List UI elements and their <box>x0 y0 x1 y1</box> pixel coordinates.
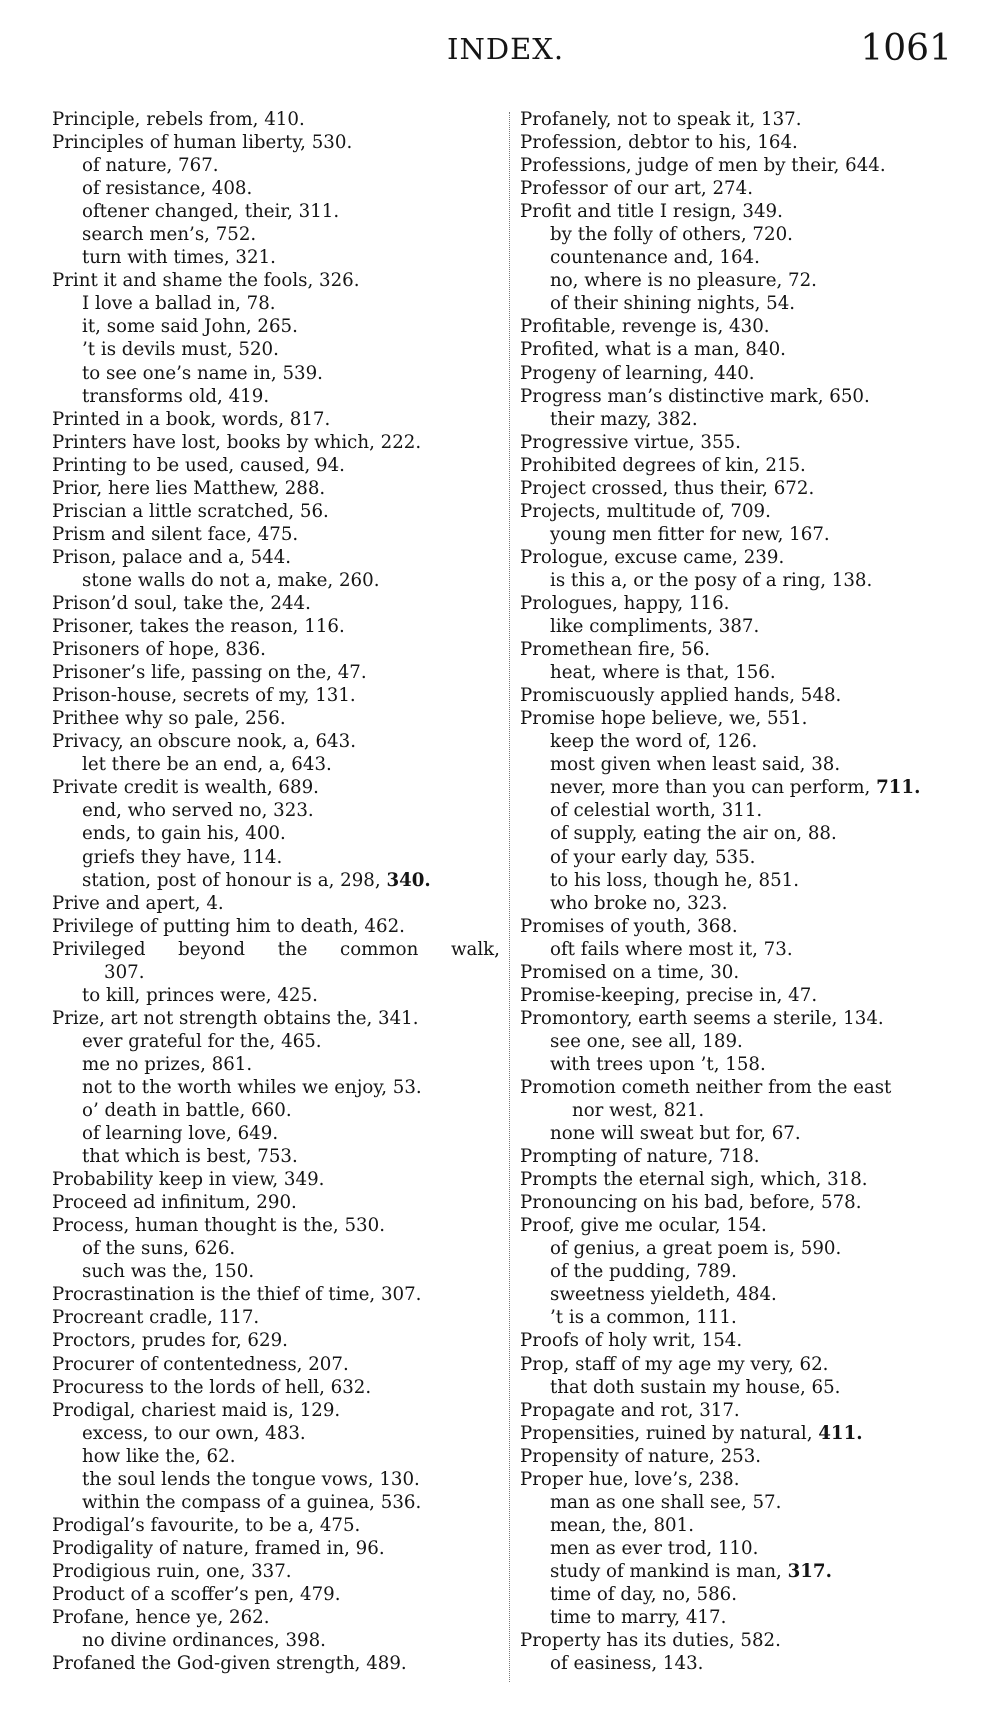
entry-text: Promises of youth, 368. <box>520 915 738 937</box>
entry-text: see one, see all, 189. <box>550 1030 743 1052</box>
index-subentry <box>52 846 500 869</box>
bold-page-reference: 411. <box>818 1422 863 1444</box>
index-subentry <box>520 615 960 638</box>
entry-text: Privacy, an obscure nook, a, 643. <box>52 731 356 753</box>
entry-text: Prison, palace and a, 544. <box>52 546 292 568</box>
index-subentry <box>520 1053 960 1076</box>
entry-text: that doth sustain my house, 65. <box>550 1376 841 1398</box>
index-entry <box>520 546 960 569</box>
entry-text: ’t is devils must, 520. <box>82 339 279 361</box>
entry-text: mean, the, 801. <box>550 1514 694 1536</box>
index-subentry <box>52 200 500 223</box>
index-subentry <box>52 315 500 338</box>
entry-text: their mazy, 382. <box>550 408 698 430</box>
entry-text: search men’s, 752. <box>82 224 257 246</box>
index-entry <box>520 1214 960 1237</box>
column-divider <box>509 112 510 1682</box>
index-subentry <box>520 523 960 546</box>
entry-text: Prism and silent face, 475. <box>52 523 299 545</box>
entry-text: that which is best, 753. <box>82 1146 298 1168</box>
entry-text: of your early day, 535. <box>550 846 756 868</box>
index-entry <box>520 1329 960 1352</box>
entry-text: such was the, 150. <box>82 1261 255 1283</box>
index-entry <box>52 592 500 615</box>
entry-text: Promise hope believe, we, 551. <box>520 708 808 730</box>
index-subentry <box>520 938 960 961</box>
entry-text: Print it and shame the fools, 326. <box>52 270 360 292</box>
entry-text: Prompting of nature, 718. <box>520 1146 760 1168</box>
entry-text: not to the worth whiles we enjoy, 53. <box>82 1076 422 1098</box>
entry-text: Probability keep in view, 349. <box>52 1169 325 1191</box>
index-entry <box>52 1606 500 1629</box>
entry-text: Profit and title I resign, 349. <box>520 201 783 223</box>
entry-text: Profession, debtor to his, 164. <box>520 132 798 154</box>
index-entry <box>52 1283 500 1306</box>
entry-text: Property has its duties, 582. <box>520 1630 781 1652</box>
index-entry <box>52 615 500 638</box>
index-subentry <box>520 1376 960 1399</box>
index-entry <box>52 1007 500 1030</box>
entry-text: ’t is a common, 111. <box>550 1307 737 1329</box>
entry-text: to kill, princes were, 425. <box>82 984 318 1006</box>
entry-text: Procuress to the lords of hell, 632. <box>52 1376 372 1398</box>
entry-text: Progeny of learning, 440. <box>520 362 755 384</box>
entry-text: Prodigious ruin, one, 337. <box>52 1560 292 1582</box>
entry-text: of easiness, 143. <box>550 1653 704 1675</box>
entry-text: countenance and, 164. <box>550 247 760 269</box>
index-entry <box>52 1329 500 1352</box>
entry-text: young men fitter for new, 167. <box>550 523 830 545</box>
index-subentry <box>52 362 500 385</box>
index-subentry <box>52 1260 500 1283</box>
index-entry <box>520 1445 960 1468</box>
entry-text: of the pudding, 789. <box>550 1261 737 1283</box>
index-entry <box>520 338 960 361</box>
index-entry <box>52 915 500 938</box>
index-subentry <box>52 1145 500 1168</box>
index-entry <box>52 546 500 569</box>
entry-text: end, who served no, 323. <box>82 800 314 822</box>
index-subentry <box>52 799 500 822</box>
running-title: INDEX. <box>447 32 565 66</box>
entry-text: Prodigality of nature, framed in, 96. <box>52 1537 385 1559</box>
index-entry <box>520 1145 960 1168</box>
index-entry <box>520 500 960 523</box>
entry-text: let there be an end, a, 643. <box>82 754 332 776</box>
index-entry <box>52 638 500 661</box>
entry-text: Propensities, ruined by natural, <box>520 1422 813 1444</box>
index-subentry <box>52 385 500 408</box>
entry-text: Profaned the God-given strength, 489. <box>52 1653 407 1675</box>
index-entry <box>520 362 960 385</box>
entry-text: study of mankind is man, <box>550 1560 782 1582</box>
entry-text: Prisoner’s life, passing on the, 47. <box>52 662 367 684</box>
index-entry <box>520 1399 960 1422</box>
bold-page-reference: 317. <box>787 1560 832 1582</box>
entry-text: time of day, no, 586. <box>550 1584 738 1605</box>
entry-text: Principle, rebels from, 410. <box>52 109 305 130</box>
entry-text: Promotion cometh neither from the east <box>520 1076 892 1098</box>
entry-text: Prison’d soul, take the, 244. <box>52 592 311 614</box>
index-entry <box>520 707 960 730</box>
index-subentry <box>520 846 960 869</box>
page-header <box>0 28 1000 78</box>
entry-text: it, some said John, 265. <box>82 316 298 338</box>
index-entry <box>52 1537 500 1560</box>
index-entry <box>52 108 500 131</box>
index-entry <box>52 1514 500 1537</box>
index-entry <box>520 1353 960 1376</box>
index-entry <box>52 500 500 523</box>
index-entry <box>52 431 500 454</box>
entry-text: Printers have lost, books by which, 222. <box>52 431 422 453</box>
index-subentry <box>520 1583 960 1606</box>
index-entry <box>520 177 960 200</box>
index-entry <box>52 1191 500 1214</box>
index-entry <box>520 592 960 615</box>
entry-text: how like the, 62. <box>82 1445 236 1467</box>
entry-text: time to marry, 417. <box>550 1607 727 1629</box>
bold-page-reference: 711. <box>876 777 921 799</box>
entry-text: 307. <box>104 961 145 983</box>
entry-text: Prize, art not strength obtains the, 341. <box>52 1007 419 1029</box>
index-subentry <box>520 1560 960 1583</box>
index-entry <box>520 1076 960 1099</box>
entry-text: Promise-keeping, precise in, 47. <box>520 984 818 1006</box>
entry-text: Prior, here lies Matthew, 288. <box>52 477 326 499</box>
index-entry: Privileged beyond the common walk, <box>52 938 500 960</box>
entry-text: Projects, multitude of, 709. <box>520 500 771 522</box>
entry-text: to see one’s name in, 539. <box>82 362 323 384</box>
index-entry <box>52 1306 500 1329</box>
index-subentry <box>52 1122 500 1145</box>
entry-text: no, where is no pleasure, 72. <box>550 270 817 292</box>
entry-text: of genius, a great poem is, 590. <box>550 1238 842 1260</box>
entry-text: never, more than you can perform, <box>550 777 871 799</box>
entry-text: of their shining nights, 54. <box>550 293 796 315</box>
page-number: 1061 <box>860 28 952 69</box>
index-subentry <box>52 292 500 315</box>
entry-text: Prologue, excuse came, 239. <box>520 546 785 568</box>
entry-text: Private credit is wealth, 689. <box>52 777 319 799</box>
index-subentry <box>520 753 960 776</box>
index-subentry <box>520 569 960 592</box>
entry-text: by the folly of others, 720. <box>550 224 793 246</box>
index-entry <box>520 915 960 938</box>
entry-text: Profitable, revenge is, 430. <box>520 316 770 338</box>
entry-text: Prohibited degrees of kin, 215. <box>520 454 806 476</box>
index-subentry <box>520 892 960 915</box>
entry-text: sweetness yieldeth, 484. <box>550 1284 777 1306</box>
entry-text: of supply, eating the air on, 88. <box>550 823 837 845</box>
index-entry <box>52 776 500 799</box>
entry-text: Proceed ad infinitum, 290. <box>52 1192 297 1214</box>
entry-text: Prisoners of hope, 836. <box>52 639 266 661</box>
entry-text: Promised on a time, 30. <box>520 961 740 983</box>
entry-text: ever grateful for the, 465. <box>82 1030 322 1052</box>
index-subentry <box>520 223 960 246</box>
index-subentry <box>520 1537 960 1560</box>
index-subentry <box>520 1306 960 1329</box>
index-entry <box>520 1191 960 1214</box>
entry-text: Proof, give me ocular, 154. <box>520 1215 767 1237</box>
entry-text: of nature, 767. <box>82 155 219 177</box>
entry-text: Profanely, not to speak it, 137. <box>520 109 802 130</box>
index-entry <box>52 523 500 546</box>
entry-text: turn with times, 321. <box>82 247 276 269</box>
index-subentry <box>52 177 500 200</box>
index-subentry <box>52 569 500 592</box>
index-entry <box>520 477 960 500</box>
index-subentry <box>520 1652 960 1675</box>
entry-text: Professor of our art, 274. <box>520 178 753 200</box>
entry-text: of the suns, 626. <box>82 1238 236 1260</box>
entry-text: Progress man’s distinctive mark, 650. <box>520 385 870 407</box>
index-subentry <box>520 1514 960 1537</box>
index-subentry <box>520 292 960 315</box>
entry-text: Prologues, happy, 116. <box>520 592 730 614</box>
entry-text: I love a ballad in, 78. <box>82 293 276 315</box>
entry-text: Pronouncing on his bad, before, 578. <box>520 1192 862 1214</box>
index-entry <box>520 1422 960 1445</box>
index-entry <box>52 269 500 292</box>
entry-text: Prompts the eternal sigh, which, 318. <box>520 1169 868 1191</box>
index-entry <box>52 1214 500 1237</box>
entry-text: Procurer of contentedness, 207. <box>52 1353 349 1375</box>
entry-text: Procrastination is the thief of time, 307. <box>52 1284 422 1306</box>
entry-text: of celestial worth, 311. <box>550 800 763 822</box>
index-subentry <box>52 984 500 1007</box>
index-subentry <box>520 1260 960 1283</box>
index-entry <box>52 707 500 730</box>
index-subentry <box>52 1491 500 1514</box>
index-subentry <box>520 661 960 684</box>
entry-text: Proper hue, love’s, 238. <box>520 1468 740 1490</box>
index-entry <box>520 1168 960 1191</box>
index-subentry <box>52 1422 500 1445</box>
index-subentry <box>520 408 960 431</box>
index-entry <box>520 1007 960 1030</box>
index-entry <box>52 408 500 431</box>
entry-text: griefs they have, 114. <box>82 846 283 868</box>
entry-text: men as ever trod, 110. <box>550 1537 759 1559</box>
index-subentry <box>520 799 960 822</box>
entry-text: oftener changed, their, 311. <box>82 201 340 223</box>
index-subentry <box>52 1468 500 1491</box>
index-subentry <box>520 269 960 292</box>
entry-text: transforms old, 419. <box>82 385 270 407</box>
index-entry <box>520 1468 960 1491</box>
index-entry <box>520 385 960 408</box>
index-subentry <box>52 246 500 269</box>
entry-text: of resistance, 408. <box>82 178 253 200</box>
entry-text: is this a, or the posy of a ring, 138. <box>550 569 873 591</box>
entry-text: Professions, judge of men by their, 644. <box>520 155 886 177</box>
entry-text: Promethean fire, 56. <box>520 639 711 661</box>
index-subentry <box>52 1099 500 1122</box>
index-entry <box>52 661 500 684</box>
entry-text: Proofs of holy writ, 154. <box>520 1330 743 1352</box>
index-subentry <box>52 154 500 177</box>
index-subentry <box>520 730 960 753</box>
index-subentry <box>52 1076 500 1099</box>
entry-text: Prithee why so pale, 256. <box>52 708 286 730</box>
index-entry <box>52 477 500 500</box>
index-entry <box>520 431 960 454</box>
index-entry <box>52 1560 500 1583</box>
index-subentry <box>52 1030 500 1053</box>
entry-text: Promontory, earth seems a sterile, 134. <box>520 1007 884 1029</box>
index-subentry <box>52 1237 500 1260</box>
entry-text: oft fails where most it, 73. <box>550 938 793 960</box>
index-subentry <box>52 338 500 361</box>
entry-text: Privilege of putting him to death, 462. <box>52 915 405 937</box>
index-entry <box>52 454 500 477</box>
entry-text: Propagate and rot, 317. <box>520 1399 740 1421</box>
entry-text: within the compass of a guinea, 536. <box>82 1491 422 1513</box>
entry-text: Prop, staff of my age my very, 62. <box>520 1353 829 1375</box>
entry-text: Profane, hence ye, 262. <box>52 1607 270 1629</box>
index-subentry <box>520 776 960 799</box>
entry-text: Principles of human liberty, 530. <box>52 132 353 154</box>
index-subentry <box>520 1099 960 1122</box>
index-entry <box>520 154 960 177</box>
entry-text: Priscian a little scratched, 56. <box>52 500 329 522</box>
index-entry <box>520 638 960 661</box>
index-entry <box>52 892 500 915</box>
entry-text: with trees upon ’t, 158. <box>550 1053 766 1075</box>
index-subentry <box>52 1629 500 1652</box>
entry-text: Prisoner, takes the reason, 116. <box>52 616 345 638</box>
index-subentry <box>520 869 960 892</box>
index-subentry <box>52 1053 500 1076</box>
index-entry <box>52 1353 500 1376</box>
entry-text: o’ death in battle, 660. <box>82 1100 292 1122</box>
index-subentry <box>520 1237 960 1260</box>
index-subentry <box>520 822 960 845</box>
entry-text: heat, where is that, 156. <box>550 662 776 684</box>
index-subentry <box>520 1606 960 1629</box>
entry-text: Product of a scoffer’s pen, 479. <box>52 1584 341 1605</box>
entry-text: Progressive virtue, 355. <box>520 431 741 453</box>
index-entry <box>520 108 960 131</box>
entry-text: Prison-house, secrets of my, 131. <box>52 685 356 707</box>
index-subentry <box>520 1122 960 1145</box>
entry-text: Proctors, prudes for, 629. <box>52 1330 288 1352</box>
index-column-left <box>52 108 500 1675</box>
index-subentry <box>520 1030 960 1053</box>
entry-text: keep the word of, 126. <box>550 731 758 753</box>
entry-text: stone walls do not a, make, 260. <box>82 569 380 591</box>
index-subentry <box>520 246 960 269</box>
index-subentry <box>52 869 500 892</box>
index-entry <box>520 1629 960 1652</box>
entry-text: me no prizes, 861. <box>82 1053 253 1075</box>
entry-text: Propensity of nature, 253. <box>520 1445 762 1467</box>
index-subentry <box>52 753 500 776</box>
index-entry <box>520 315 960 338</box>
index-subentry <box>520 1283 960 1306</box>
index-entry <box>520 454 960 477</box>
entry-text: excess, to our own, 483. <box>82 1422 306 1444</box>
entry-text: to his loss, though he, 851. <box>550 869 800 891</box>
entry-text: nor west, 821. <box>572 1100 705 1122</box>
entry-text: station, post of honour is a, 298, <box>82 869 381 891</box>
bold-page-reference: 340. <box>386 869 431 891</box>
entry-text: man as one shall see, 57. <box>550 1491 782 1513</box>
index-entry <box>520 684 960 707</box>
index-entry <box>52 1399 500 1422</box>
index-subentry <box>52 822 500 845</box>
entry-text: Promiscuously applied hands, 548. <box>520 685 842 707</box>
entry-text: most given when least said, 38. <box>550 754 841 776</box>
entry-text: Prodigal, chariest maid is, 129. <box>52 1399 341 1421</box>
entry-text: Profited, what is a man, 840. <box>520 339 786 361</box>
entry-text: Process, human thought is the, 530. <box>52 1215 385 1237</box>
entry-text: Prive and apert, 4. <box>52 892 224 914</box>
entry-text: Project crossed, thus their, 672. <box>520 477 815 499</box>
index-entry <box>52 1652 500 1675</box>
entry-text: of learning love, 649. <box>82 1123 279 1145</box>
index-entry <box>520 131 960 154</box>
entry-text: Prodigal’s favourite, to be a, 475. <box>52 1514 361 1536</box>
entry-text: like compliments, 387. <box>550 616 760 638</box>
entry-text: Procreant cradle, 117. <box>52 1307 260 1329</box>
index-entry <box>52 1168 500 1191</box>
index-entry <box>520 961 960 984</box>
index-column-right <box>520 108 960 1675</box>
index-entry <box>52 1376 500 1399</box>
index-entry <box>520 984 960 1007</box>
index-entry <box>52 730 500 753</box>
entry-text: who broke no, 323. <box>550 892 728 914</box>
entry-text: Printing to be used, caused, 94. <box>52 454 345 476</box>
entry-text: ends, to gain his, 400. <box>82 823 286 845</box>
index-entry <box>520 200 960 223</box>
entry-text: none will sweat but for, 67. <box>550 1123 801 1145</box>
index-entry <box>52 684 500 707</box>
index-subentry <box>520 1491 960 1514</box>
entry-text: no divine ordinances, 398. <box>82 1630 326 1652</box>
index-entry <box>52 1583 500 1606</box>
index-subentry <box>52 223 500 246</box>
entry-text: the soul lends the tongue vows, 130. <box>82 1468 420 1490</box>
entry-text: Printed in a book, words, 817. <box>52 408 331 430</box>
index-subentry <box>52 961 500 984</box>
index-entry <box>52 131 500 154</box>
index-subentry <box>52 1445 500 1468</box>
